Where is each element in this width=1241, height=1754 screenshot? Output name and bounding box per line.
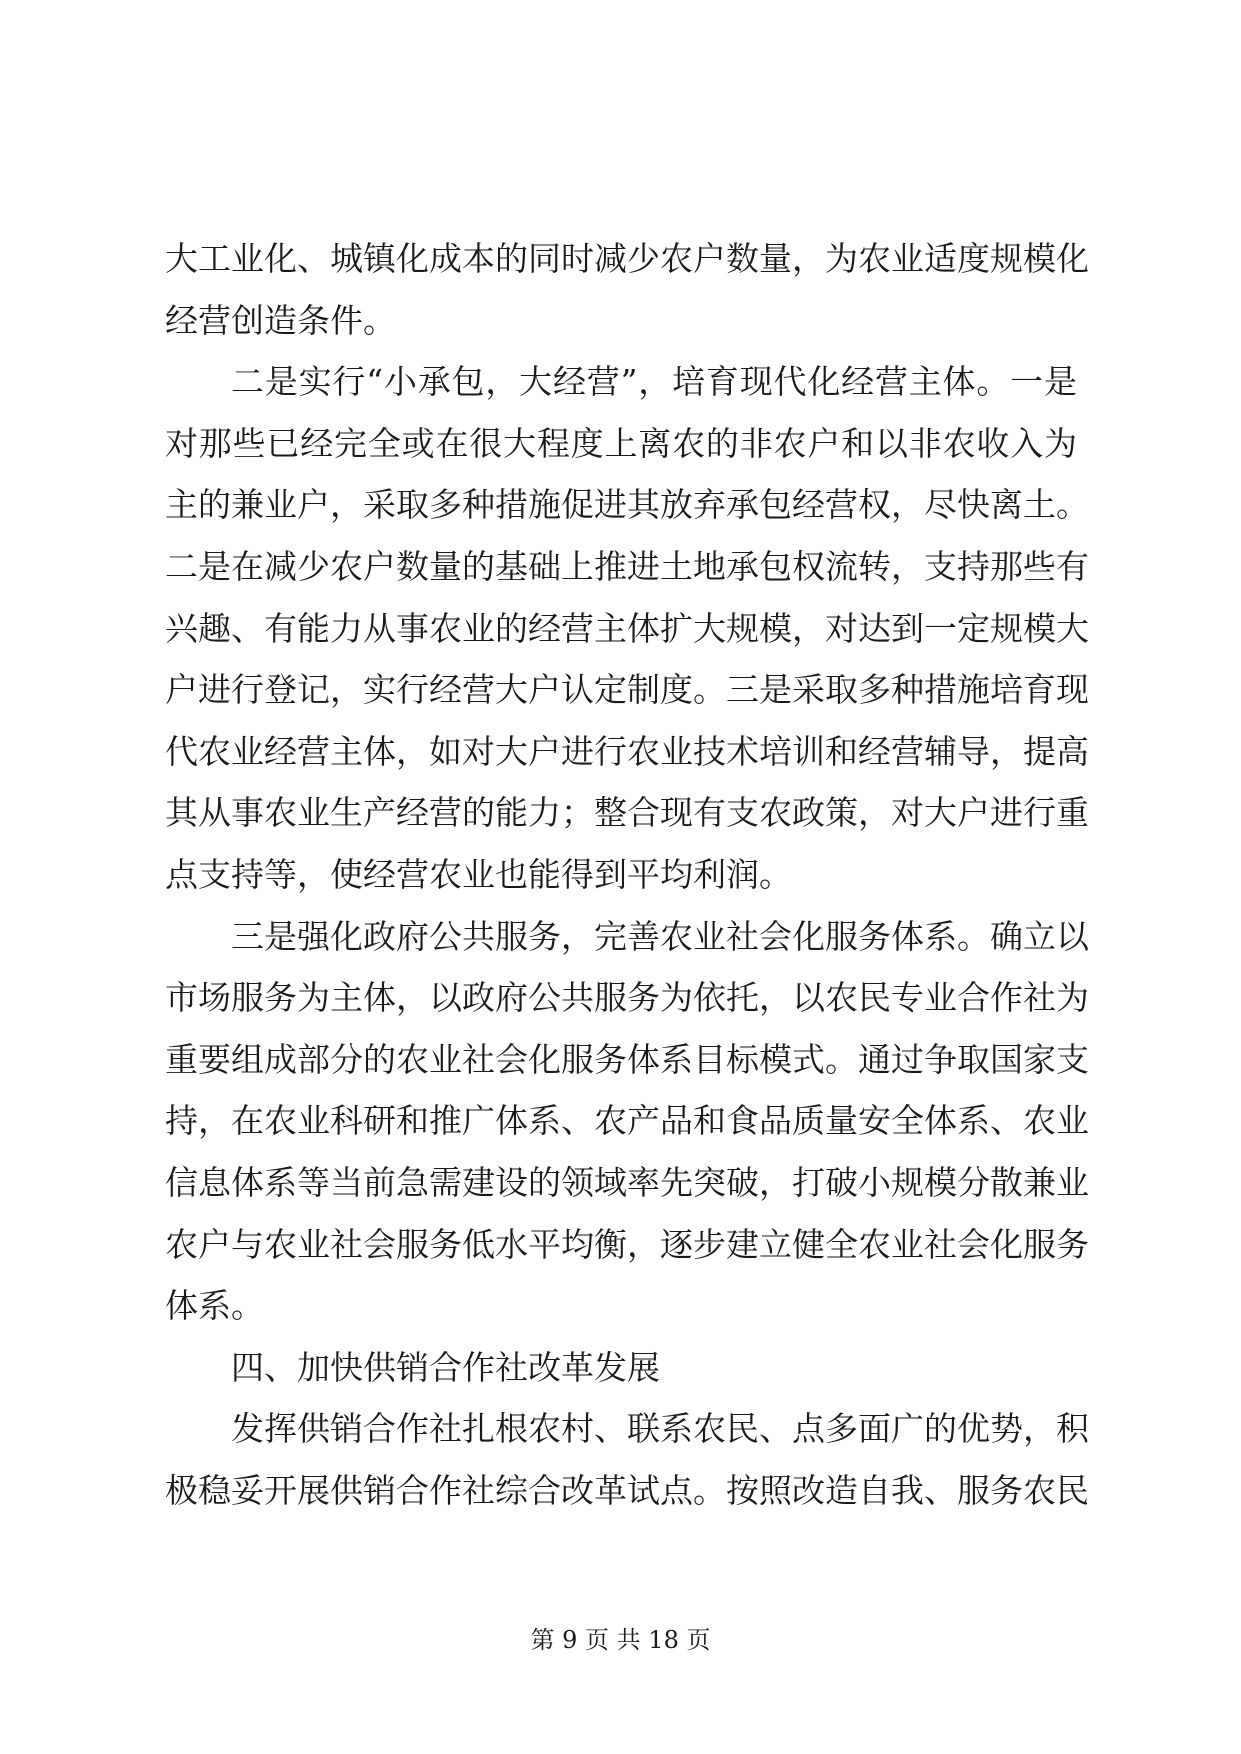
text-line: 二是实行“小承包，大经营”，培育现代化经营主体。一是 (231, 362, 1077, 402)
text-line: 发挥供销合作社扎根农村、联系农民、点多面广的优势，积 (231, 1409, 1089, 1449)
text-line: 经营创造条件。 (165, 300, 396, 340)
text-line: 主的兼业户，采取多种措施促进其放弃承包经营权，尽快离土。 (165, 485, 1089, 525)
text-line: 持，在农业科研和推广体系、农产品和食品质量安全体系、农业 (165, 1101, 1089, 1141)
text-line: 体系。 (165, 1286, 264, 1326)
text-line: 三是强化政府公共服务，完善农业社会化服务体系。确立以 (231, 916, 1089, 956)
text-line: 对那些已经完全或在很大程度上离农的非农户和以非农收入为 (165, 423, 1077, 463)
text-line: 代农业经营主体，如对大户进行农业技术培训和经营辅导，提高 (165, 731, 1089, 771)
body-text (165, 228, 1089, 1521)
section-heading: 四、加快供销合作社改革发展 (231, 1347, 660, 1387)
text-line: 大工业化、城镇化成本的同时减少农户数量，为农业适度规模化 (165, 239, 1089, 278)
text-line: 市场服务为主体，以政府公共服务为依托，以农民专业合作社为 (165, 978, 1089, 1018)
text-line: 兴趣、有能力从事农业的经营主体扩大规模，对达到一定规模大 (165, 608, 1089, 648)
text-line: 点支持等，使经营农业也能得到平均利润。 (165, 854, 792, 894)
text-line: 户进行登记，实行经营大户认定制度。三是采取多种措施培育现 (165, 670, 1089, 710)
text-line: 二是在减少农户数量的基础上推进土地承包权流转，支持那些有 (165, 546, 1089, 586)
text-line: 重要组成部分的农业社会化服务体系目标模式。通过争取国家支 (165, 1039, 1089, 1079)
page-number-footer: 第 9 页 共 18 页 (530, 1626, 711, 1654)
text-line: 极稳妥开展供销合作社综合改革试点。按照改造自我、服务农民 (165, 1470, 1089, 1510)
text-line: 信息体系等当前急需建设的领域率先突破，打破小规模分散兼业 (165, 1162, 1089, 1202)
text-line: 农户与农业社会服务低水平均衡，逐步建立健全农业社会化服务 (165, 1224, 1089, 1264)
text-line: 其从事农业生产经营的能力；整合现有支农政策，对大户进行重 (165, 793, 1089, 833)
